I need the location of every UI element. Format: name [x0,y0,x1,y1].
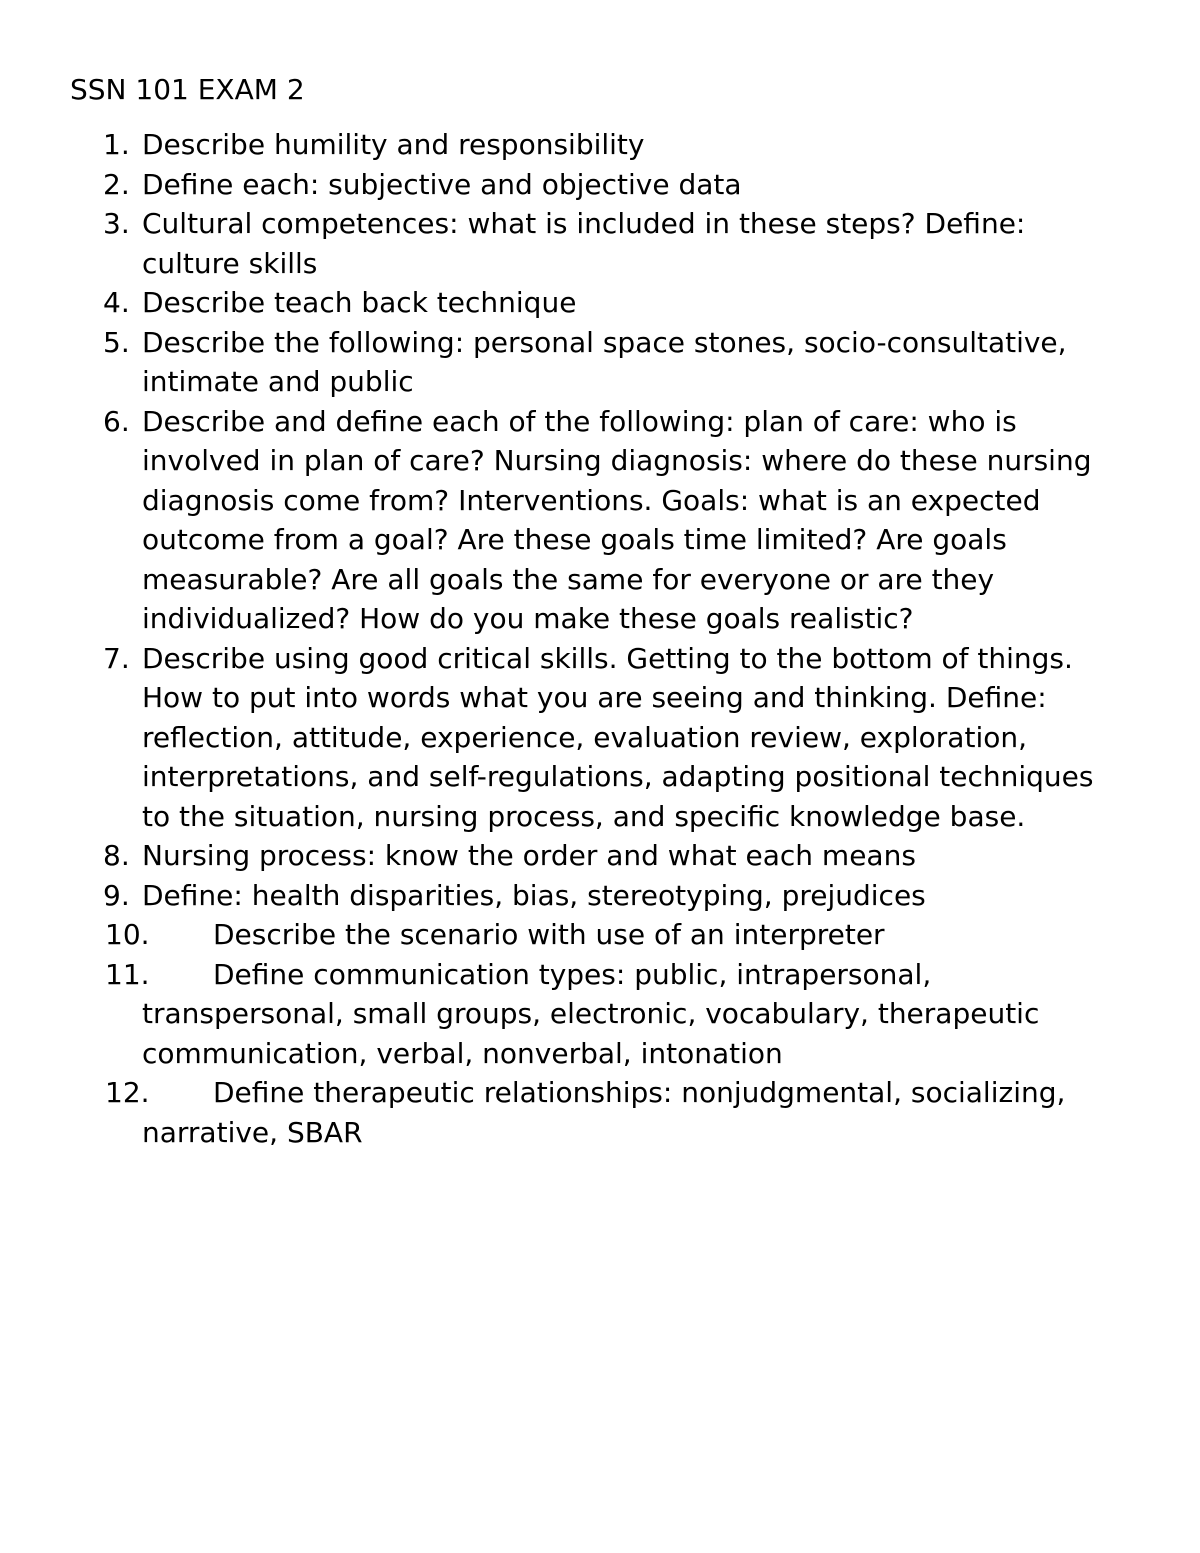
item-text: Nursing process: know the order and what each means [142,839,916,872]
item-number: 4. [103,286,130,319]
item-text: Cultural competences: what is included in these steps? Define: culture skills [142,207,1026,280]
document-title: SSN 101 EXAM 2 [70,73,305,106]
item-number: 1. [103,128,130,161]
item-number: 12. [105,1076,150,1109]
list-item [0,1073,1127,1152]
item-number: 6. [103,404,130,438]
item-text: Define each: subjective and objective data [142,167,742,201]
list-item [0,836,1127,876]
item-text: Describe using good critical skills. Getting to the bottom of things. How to put into words what you are seeing and thinking. Define: reflection, attitude, experience, evaluation review, exploration, interpretations, and self-regulations, adapting positional techniques to the situation, nursing process, and specific knowledge base. [142,641,1094,833]
item-text: Describe the scenario with use of an interpreter [213,918,885,951]
item-text: Define: health disparities, bias, stereotyping, prejudices [142,878,926,912]
list-item [0,283,1127,323]
item-text: Define therapeutic relationships: nonjudgmental, socializing, narrative, SBAR [142,1076,1066,1149]
item-number: 8. [103,839,130,872]
list-item [0,955,1127,1074]
list-item [0,204,1127,283]
list-item [0,323,1127,402]
question-list [0,125,1200,1152]
item-number: 2. [103,167,130,201]
item-number: 3. [103,207,130,240]
item-number: 9. [103,878,130,912]
item-text: Define communication types: public, intrapersonal, transpersonal, small groups, electronic, vocabulary, therapeutic communication, verbal, nonverbal, intonation [142,957,1040,1070]
item-number: 7. [103,641,130,675]
item-text: Describe humility and responsibility [142,128,645,161]
item-number: 10. [105,918,150,951]
list-item [0,639,1127,837]
item-number: 11. [105,957,150,991]
list-item [0,876,1127,916]
item-text: Describe the following: personal space stones, socio-consultative, intimate and public [142,325,1067,398]
list-item [0,915,1127,955]
item-number: 5. [103,325,130,359]
list-item [0,165,1127,205]
list-item [0,402,1127,639]
item-text: Describe teach back technique [142,286,577,319]
list-item [0,125,1127,165]
item-text: Describe and define each of the following: plan of care: who is involved in plan of care? Nursing diagnosis: where do these nursing diagnosis come from? Interventions. Goals: what is an expected outcome from a goal? Are these goals time limited? Are goals measurable? Are all goals the same for everyone or are they individualized? How do you make these goals realistic? [142,404,1092,635]
